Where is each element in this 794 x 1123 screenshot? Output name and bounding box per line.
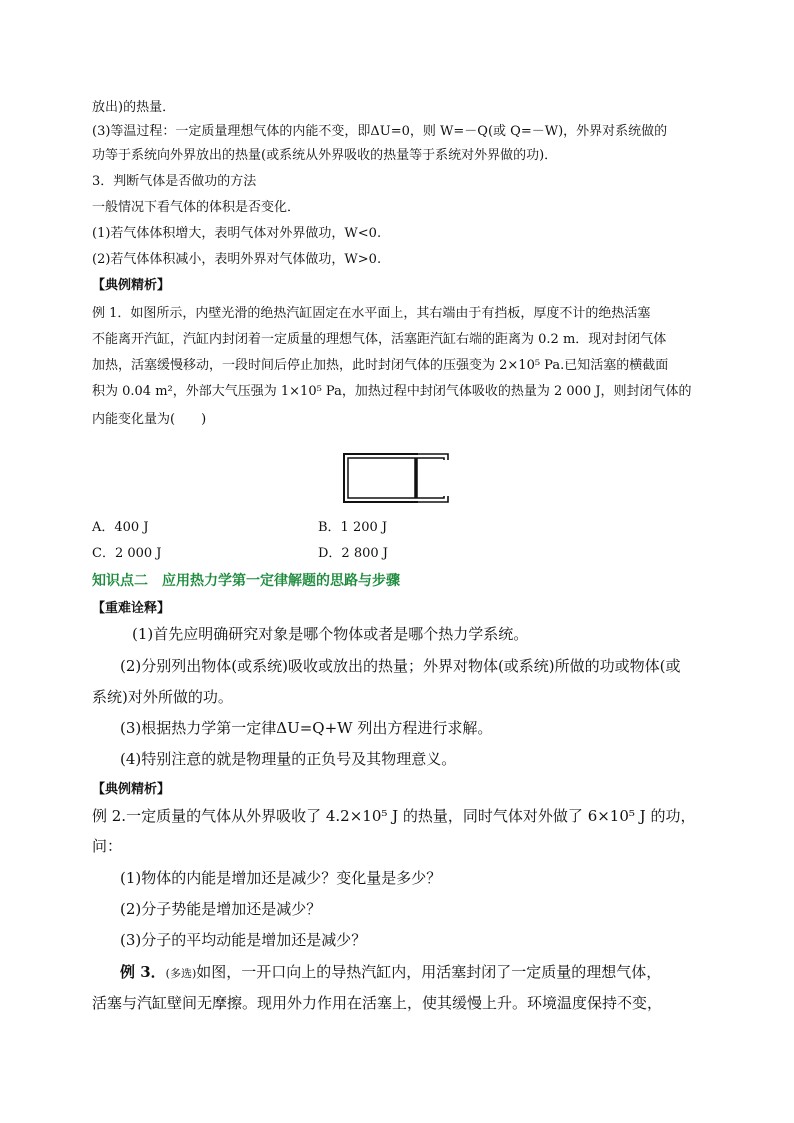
option-c: C．2 000 J (92, 546, 162, 561)
example-heading: 【典例精析】 (92, 278, 171, 293)
paragraph-line: (2)若气体体积减小，表明外界对气体做功，W>0. (92, 252, 382, 267)
key-points-heading: 【重难诠释】 (92, 601, 171, 616)
question-item: (2)分子势能是增加还是减少？ (120, 900, 322, 918)
paragraph-line: (1)若气体体积增大，表明气体对外界做功，W<0. (92, 226, 382, 241)
cylinder-outer-wall (344, 454, 418, 502)
question-item: (1)物体的内能是增加还是减少？变化量是多少？ (120, 869, 442, 887)
section-heading: 3．判断气体是否做功的方法 (92, 174, 257, 189)
paragraph-line: (3)等温过程：一定质量理想气体的内能不变，即ΔU=0，则 W=－Q(或 Q=－W)，外界对系统做的 (92, 124, 668, 139)
multiple-choice-tag: (多选) (165, 967, 197, 980)
problem-text (120, 960, 740, 986)
option-a: A．400 J (92, 520, 149, 535)
problem-text: 问： (92, 837, 123, 855)
problem-text: 例 2.一定质量的气体从外界吸收了 4.2×10⁵ J 的热量，同时气体对外做了 6×10⁵ J 的功， (92, 807, 696, 825)
cylinder-inner-wall (348, 458, 418, 498)
paragraph-line: 一般情况下看气体的体积是否变化． (92, 200, 301, 215)
option-b: B．1 200 J (318, 520, 388, 535)
step-item: (2)分别列出物体(或系统)吸收或放出的热量；外界对物体(或系统)所做的功或物体(或 (120, 657, 681, 675)
step-item: (3)根据热力学第一定律ΔU=Q+W 列出方程进行求解。 (120, 719, 493, 737)
problem-text: 内能变化量为( ) (92, 412, 207, 427)
knowledge-point-title: 知识点二 应用热力学第一定律解题的思路与步骤 (92, 573, 400, 589)
paragraph-line: 放出)的热量． (92, 100, 176, 115)
step-item: (1)首先应明确研究对象是哪个物体或者是哪个热力学系统。 (132, 625, 529, 643)
problem-text: 积为 0.04 m²，外部大气压强为 1×10⁵ Pa，加热过程中封闭气体吸收的热量为 2 000 J，则封闭气体的 (92, 384, 692, 399)
paragraph-line: 功等于系统向外界放出的热量(或系统从外界吸收的热量等于系统对外界做的功)． (92, 148, 558, 163)
problem-text: 加热，活塞缓慢移动，一段时间后停止加热，此时封闭气体的压强变为 2×10⁵ Pa.已知活塞的横截面 (92, 358, 669, 373)
baffle-top (418, 454, 448, 460)
problem-text-span: 如图，一开口向上的导热汽缸内，用活塞封闭了一定质量的理想气体， (196, 963, 662, 981)
step-item: (4)特别注意的就是物理量的正负号及其物理意义。 (120, 750, 457, 768)
problem-text: 不能离开汽缸，汽缸内封闭着一定质量的理想气体，活塞距汽缸右端的距离为 0.2 m．现对封闭气体 (92, 332, 667, 347)
problem-text: 活塞与汽缸壁间无摩擦。现用外力作用在活塞上，使其缓慢上升。环境温度保持不变， (92, 994, 663, 1012)
example-label: 例 3． (120, 963, 166, 981)
example-heading: 【典例精析】 (92, 782, 171, 797)
cylinder-piston-diagram (342, 452, 452, 506)
option-d: D．2 800 J (318, 546, 388, 561)
baffle-bottom (418, 496, 448, 502)
question-item: (3)分子的平均动能是增加还是减少？ (120, 931, 367, 949)
problem-text: 例 1．如图所示，内壁光滑的绝热汽缸固定在水平面上，其右端由于有挡板，厚度不计的绝热活塞 (92, 306, 651, 321)
step-item: 系统)对外所做的功。 (92, 688, 233, 706)
